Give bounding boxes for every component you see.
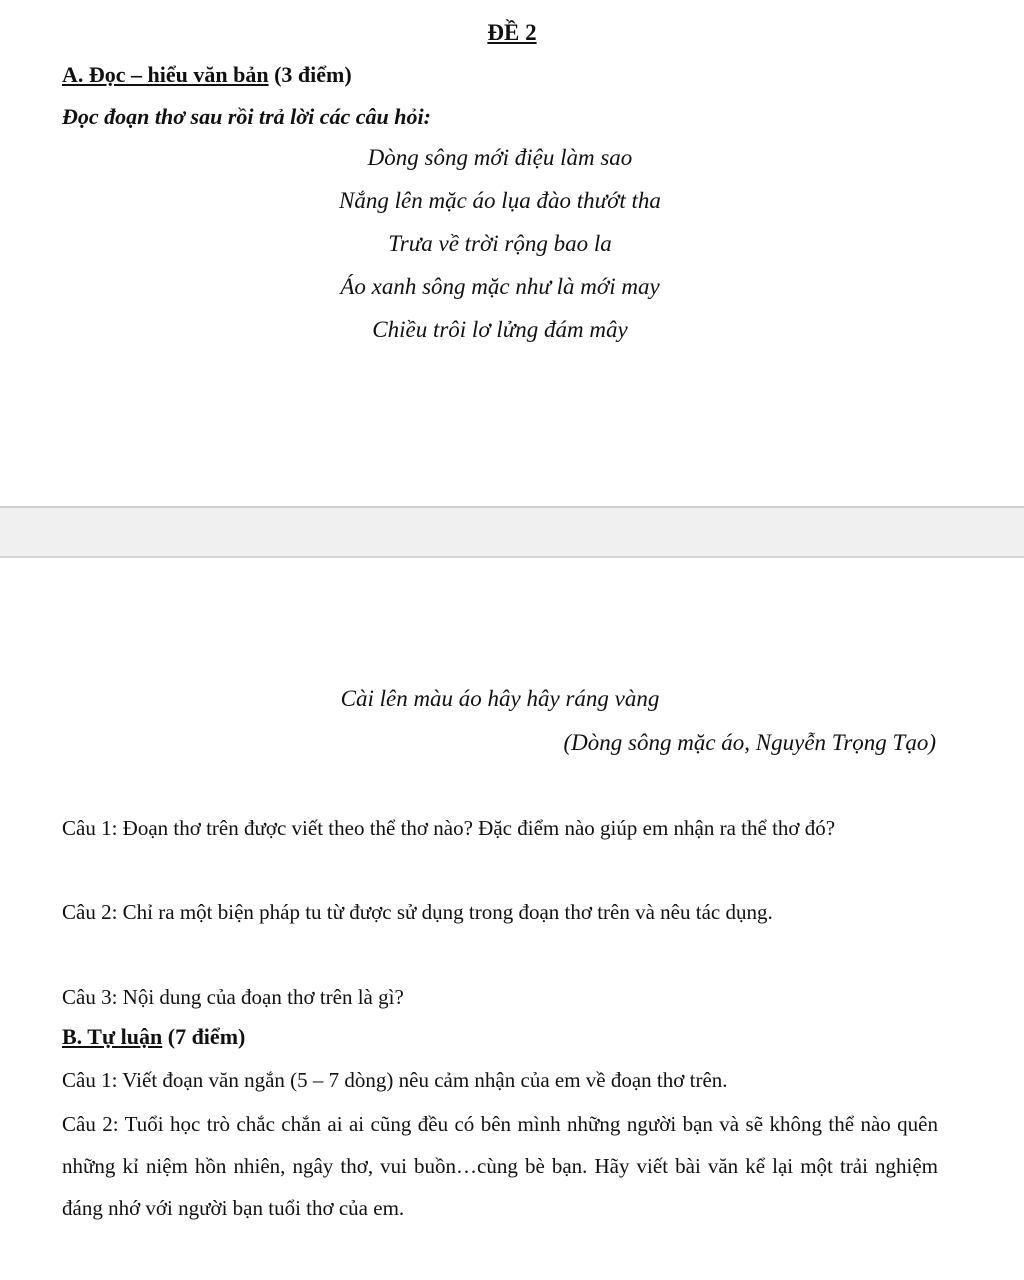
essay-question-2: Câu 2: Tuổi học trò chắc chắn ai ai cũng đều có bên mình những người bạn và sẽ không thể nào quên những kỉ niệm hồn nhiên, ngây thơ, vui buồn…cùng bè bạn. Hãy viết bài văn kể lại một trải nghiệm đáng nhớ với người bạn tuổi thơ của em. xyxy=(62,1112,938,1220)
section-a-heading-points: (3 điểm) xyxy=(268,62,352,87)
section-a-heading-main: A. Đọc – hiểu văn bản xyxy=(62,62,269,87)
poem-line: Trưa về trời rộng bao la xyxy=(388,231,612,256)
page-break xyxy=(0,506,1024,558)
essay-question-1: Câu 1: Viết đoạn văn ngắn (5 – 7 dòng) nêu cảm nhận của em về đoạn thơ trên. xyxy=(62,1068,728,1092)
poem-line: Nắng lên mặc áo lụa đào thướt tha xyxy=(339,188,661,213)
poem-line: Chiều trôi lơ lửng đám mây xyxy=(372,317,628,342)
reading-question-1: Câu 1: Đoạn thơ trên được viết theo thể thơ nào? Đặc điểm nào giúp em nhận ra thể thơ đó? xyxy=(62,816,836,840)
section-a-heading xyxy=(62,62,352,88)
reading-question-2: Câu 2: Chỉ ra một biện pháp tu từ được sử dụng trong đoạn thơ trên và nêu tác dụng. xyxy=(62,900,773,924)
reading-question-3: Câu 3: Nội dung của đoạn thơ trên là gì? xyxy=(62,985,404,1009)
reading-instruction: Đọc đoạn thơ sau rồi trả lời các câu hỏi: xyxy=(62,104,431,129)
section-b-heading-points: (7 điểm) xyxy=(162,1024,246,1049)
section-b-heading xyxy=(62,1024,245,1050)
exam-title: ĐỀ 2 xyxy=(487,20,537,45)
section-b-heading-main: B. Tự luận xyxy=(62,1024,163,1049)
poem-line: Dòng sông mới điệu làm sao xyxy=(367,145,633,170)
poem-line: Áo xanh sông mặc như là mới may xyxy=(340,274,660,299)
poem-line: Cài lên màu áo hây hây ráng vàng xyxy=(340,686,660,711)
poem-source: (Dòng sông mặc áo, Nguyễn Trọng Tạo) xyxy=(563,730,936,755)
